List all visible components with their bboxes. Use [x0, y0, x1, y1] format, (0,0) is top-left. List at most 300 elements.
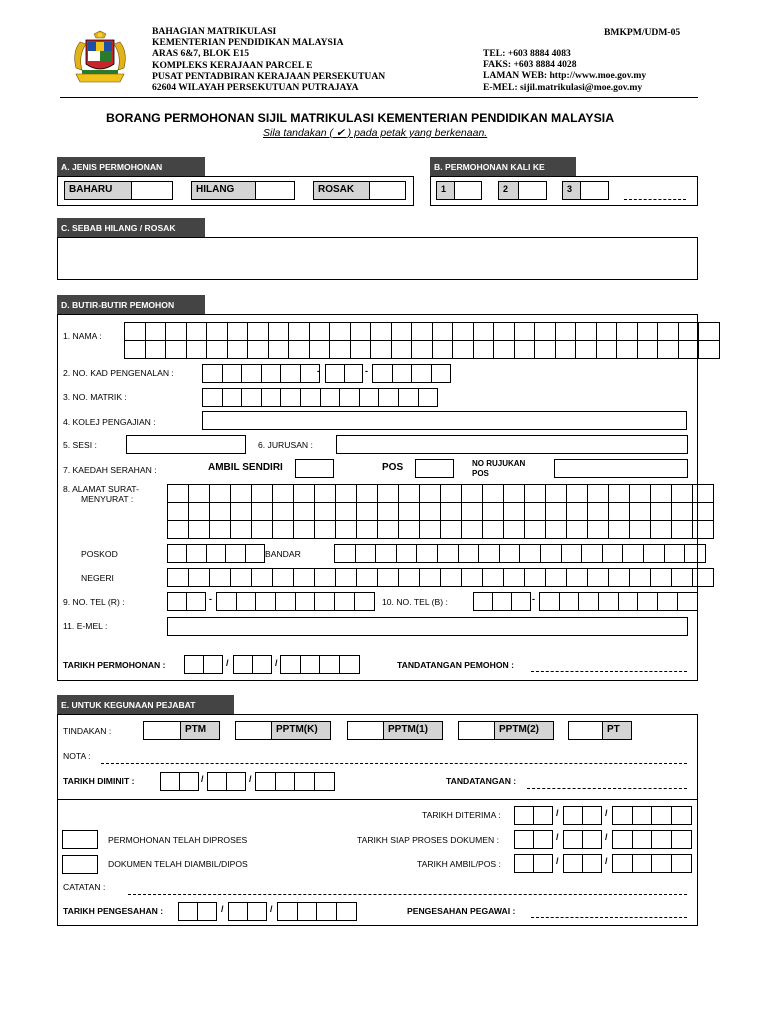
- char-box[interactable]: [295, 593, 315, 611]
- checkbox[interactable]: [370, 182, 405, 199]
- char-box[interactable]: [567, 485, 588, 503]
- char-box[interactable]: [525, 569, 546, 587]
- char-box[interactable]: [515, 855, 534, 873]
- char-box[interactable]: [630, 521, 651, 539]
- char-box[interactable]: [632, 807, 652, 825]
- char-box[interactable]: [699, 341, 720, 359]
- char-box[interactable]: [559, 593, 579, 611]
- char-box[interactable]: [582, 545, 603, 563]
- char-box[interactable]: [609, 485, 630, 503]
- char-box[interactable]: [555, 323, 576, 341]
- char-box[interactable]: [357, 485, 378, 503]
- char-box[interactable]: [276, 593, 296, 611]
- char-box[interactable]: [504, 485, 525, 503]
- char-box[interactable]: [672, 485, 693, 503]
- char-box[interactable]: [186, 323, 207, 341]
- kali-other-line[interactable]: [624, 199, 686, 200]
- pengesahan-pegawai-line[interactable]: [531, 917, 687, 918]
- char-box[interactable]: [576, 323, 597, 341]
- char-box[interactable]: [340, 389, 360, 407]
- kad-grid-2[interactable]: [325, 364, 363, 383]
- char-box[interactable]: [371, 341, 392, 359]
- char-box[interactable]: [672, 831, 692, 849]
- char-box[interactable]: [294, 569, 315, 587]
- char-box[interactable]: [618, 593, 638, 611]
- char-box[interactable]: [227, 341, 248, 359]
- char-box[interactable]: [546, 485, 567, 503]
- char-box[interactable]: [672, 503, 693, 521]
- char-box[interactable]: [309, 323, 330, 341]
- catatan-line[interactable]: [128, 894, 687, 895]
- char-box[interactable]: [609, 569, 630, 587]
- tel-r-grid-1[interactable]: [167, 592, 206, 611]
- char-box[interactable]: [357, 503, 378, 521]
- char-box[interactable]: [588, 503, 609, 521]
- kolej-input[interactable]: [202, 411, 687, 430]
- char-box[interactable]: [300, 656, 320, 674]
- char-box[interactable]: [231, 569, 252, 587]
- char-box[interactable]: [462, 503, 483, 521]
- char-box[interactable]: [609, 503, 630, 521]
- char-box[interactable]: [672, 807, 692, 825]
- char-box[interactable]: [504, 569, 525, 587]
- char-box[interactable]: [514, 323, 535, 341]
- char-box[interactable]: [693, 569, 714, 587]
- char-box[interactable]: [189, 521, 210, 539]
- char-box[interactable]: [637, 323, 658, 341]
- char-box[interactable]: [652, 831, 672, 849]
- tarikh-siap-month[interactable]: [563, 830, 602, 849]
- char-box[interactable]: [617, 323, 638, 341]
- char-box[interactable]: [297, 903, 317, 921]
- tarikh-diterima-day[interactable]: [514, 806, 553, 825]
- char-box[interactable]: [534, 855, 553, 873]
- char-box[interactable]: [242, 389, 262, 407]
- char-box[interactable]: [234, 656, 253, 674]
- char-box[interactable]: [652, 807, 672, 825]
- checkbox[interactable]: [236, 722, 272, 739]
- checkbox[interactable]: [455, 182, 481, 199]
- char-box[interactable]: [315, 773, 335, 791]
- char-box[interactable]: [125, 323, 146, 341]
- char-box[interactable]: [210, 503, 231, 521]
- char-box[interactable]: [294, 485, 315, 503]
- char-box[interactable]: [261, 365, 281, 383]
- char-box[interactable]: [315, 521, 336, 539]
- char-box[interactable]: [295, 773, 315, 791]
- char-box[interactable]: [252, 485, 273, 503]
- checkbox[interactable]: [256, 182, 294, 199]
- char-box[interactable]: [588, 485, 609, 503]
- char-box[interactable]: [336, 485, 357, 503]
- char-box[interactable]: [596, 341, 617, 359]
- char-box[interactable]: [222, 389, 242, 407]
- char-box[interactable]: [441, 503, 462, 521]
- char-box[interactable]: [494, 341, 515, 359]
- char-box[interactable]: [583, 855, 602, 873]
- char-box[interactable]: [294, 521, 315, 539]
- char-box[interactable]: [534, 807, 553, 825]
- tandatangan-line[interactable]: [527, 788, 687, 789]
- char-box[interactable]: [441, 485, 462, 503]
- char-box[interactable]: [330, 323, 351, 341]
- char-box[interactable]: [189, 503, 210, 521]
- char-box[interactable]: [268, 323, 289, 341]
- char-box[interactable]: [453, 323, 474, 341]
- char-box[interactable]: [473, 341, 494, 359]
- char-box[interactable]: [210, 485, 231, 503]
- char-box[interactable]: [168, 593, 187, 611]
- char-box[interactable]: [499, 545, 520, 563]
- poskod-grid[interactable]: [167, 544, 265, 563]
- char-box[interactable]: [651, 485, 672, 503]
- char-box[interactable]: [204, 656, 223, 674]
- char-box[interactable]: [378, 485, 399, 503]
- char-box[interactable]: [391, 341, 412, 359]
- telah-diproses-checkbox[interactable]: [62, 830, 98, 849]
- char-box[interactable]: [248, 341, 269, 359]
- char-box[interactable]: [344, 365, 363, 383]
- char-box[interactable]: [643, 545, 664, 563]
- tandatangan-pemohon-line[interactable]: [531, 671, 687, 672]
- char-box[interactable]: [227, 773, 246, 791]
- char-box[interactable]: [399, 503, 420, 521]
- tarikh-diminit-year[interactable]: [255, 772, 335, 791]
- char-box[interactable]: [261, 389, 281, 407]
- char-box[interactable]: [256, 773, 276, 791]
- char-box[interactable]: [441, 569, 462, 587]
- char-box[interactable]: [630, 503, 651, 521]
- negeri-grid[interactable]: [167, 568, 714, 587]
- char-box[interactable]: [326, 365, 345, 383]
- char-box[interactable]: [420, 569, 441, 587]
- char-box[interactable]: [658, 341, 679, 359]
- char-box[interactable]: [203, 365, 223, 383]
- char-box[interactable]: [273, 569, 294, 587]
- char-box[interactable]: [180, 773, 199, 791]
- tarikh-siap-year[interactable]: [612, 830, 692, 849]
- tarikh-permohonan-day[interactable]: [184, 655, 223, 674]
- char-box[interactable]: [315, 569, 336, 587]
- tel-r-grid-2[interactable]: [216, 592, 375, 611]
- char-box[interactable]: [231, 503, 252, 521]
- char-box[interactable]: [248, 323, 269, 341]
- char-box[interactable]: [479, 545, 500, 563]
- char-box[interactable]: [336, 521, 357, 539]
- char-box[interactable]: [256, 593, 276, 611]
- char-box[interactable]: [350, 341, 371, 359]
- char-box[interactable]: [186, 341, 207, 359]
- char-box[interactable]: [623, 545, 644, 563]
- char-box[interactable]: [651, 503, 672, 521]
- char-box[interactable]: [317, 903, 337, 921]
- tel-b-grid-2[interactable]: [539, 592, 698, 611]
- tarikh-diminit-day[interactable]: [160, 772, 199, 791]
- nota-line[interactable]: [101, 763, 687, 764]
- char-box[interactable]: [371, 323, 392, 341]
- char-box[interactable]: [399, 569, 420, 587]
- char-box[interactable]: [300, 389, 320, 407]
- char-box[interactable]: [564, 807, 583, 825]
- char-box[interactable]: [418, 389, 438, 407]
- char-box[interactable]: [651, 521, 672, 539]
- tarikh-ambil-month[interactable]: [563, 854, 602, 873]
- checkbox[interactable]: [348, 722, 384, 739]
- char-box[interactable]: [210, 521, 231, 539]
- char-box[interactable]: [252, 521, 273, 539]
- ambil-sendiri-checkbox[interactable]: [295, 459, 334, 478]
- char-box[interactable]: [315, 593, 335, 611]
- char-box[interactable]: [227, 323, 248, 341]
- char-box[interactable]: [207, 341, 228, 359]
- char-box[interactable]: [678, 341, 699, 359]
- char-box[interactable]: [335, 593, 355, 611]
- char-box[interactable]: [392, 365, 412, 383]
- char-box[interactable]: [226, 545, 245, 563]
- char-box[interactable]: [412, 341, 433, 359]
- char-box[interactable]: [248, 903, 267, 921]
- char-box[interactable]: [672, 569, 693, 587]
- char-box[interactable]: [412, 365, 432, 383]
- char-box[interactable]: [546, 521, 567, 539]
- option-hilang[interactable]: [191, 181, 295, 200]
- char-box[interactable]: [245, 545, 264, 563]
- tindakan-pptm-k[interactable]: [235, 721, 331, 740]
- char-box[interactable]: [437, 545, 458, 563]
- char-box[interactable]: [420, 521, 441, 539]
- checkbox[interactable]: [569, 722, 603, 739]
- char-box[interactable]: [203, 389, 223, 407]
- char-box[interactable]: [396, 545, 417, 563]
- tarikh-pengesahan-day[interactable]: [178, 902, 217, 921]
- char-box[interactable]: [664, 545, 685, 563]
- option-rosak[interactable]: [313, 181, 406, 200]
- rujukan-input[interactable]: [554, 459, 688, 478]
- matrik-grid[interactable]: [202, 388, 438, 407]
- tindakan-pptm-2[interactable]: [458, 721, 554, 740]
- char-box[interactable]: [576, 341, 597, 359]
- pos-checkbox[interactable]: [415, 459, 454, 478]
- char-box[interactable]: [168, 485, 189, 503]
- tindakan-ptm[interactable]: [143, 721, 220, 740]
- char-box[interactable]: [399, 521, 420, 539]
- char-box[interactable]: [189, 569, 210, 587]
- char-box[interactable]: [145, 341, 166, 359]
- char-box[interactable]: [236, 593, 256, 611]
- char-box[interactable]: [546, 503, 567, 521]
- char-box[interactable]: [535, 323, 556, 341]
- char-box[interactable]: [525, 503, 546, 521]
- char-box[interactable]: [677, 593, 697, 611]
- char-box[interactable]: [320, 656, 340, 674]
- char-box[interactable]: [546, 569, 567, 587]
- char-box[interactable]: [520, 545, 541, 563]
- char-box[interactable]: [253, 656, 272, 674]
- char-box[interactable]: [222, 365, 242, 383]
- kad-grid-1[interactable]: [202, 364, 320, 383]
- char-box[interactable]: [268, 341, 289, 359]
- char-box[interactable]: [678, 323, 699, 341]
- char-box[interactable]: [399, 485, 420, 503]
- char-box[interactable]: [185, 656, 204, 674]
- char-box[interactable]: [273, 485, 294, 503]
- char-box[interactable]: [273, 521, 294, 539]
- char-box[interactable]: [315, 503, 336, 521]
- char-box[interactable]: [596, 323, 617, 341]
- char-box[interactable]: [483, 521, 504, 539]
- char-box[interactable]: [512, 593, 531, 611]
- char-box[interactable]: [378, 569, 399, 587]
- char-box[interactable]: [525, 485, 546, 503]
- char-box[interactable]: [229, 903, 248, 921]
- char-box[interactable]: [320, 389, 340, 407]
- kad-grid-3[interactable]: [372, 364, 451, 383]
- checkbox[interactable]: [132, 182, 172, 199]
- char-box[interactable]: [206, 545, 225, 563]
- char-box[interactable]: [179, 903, 198, 921]
- char-box[interactable]: [483, 569, 504, 587]
- alamat-grid[interactable]: [167, 484, 714, 539]
- checkbox[interactable]: [144, 722, 181, 739]
- option-baharu[interactable]: [64, 181, 173, 200]
- char-box[interactable]: [355, 545, 376, 563]
- char-box[interactable]: [168, 503, 189, 521]
- char-box[interactable]: [564, 855, 583, 873]
- char-box[interactable]: [340, 656, 360, 674]
- char-box[interactable]: [231, 485, 252, 503]
- char-box[interactable]: [617, 341, 638, 359]
- char-box[interactable]: [672, 521, 693, 539]
- option-kali-2[interactable]: [498, 181, 547, 200]
- char-box[interactable]: [651, 569, 672, 587]
- bandar-grid[interactable]: [334, 544, 706, 563]
- char-box[interactable]: [567, 569, 588, 587]
- tarikh-diterima-month[interactable]: [563, 806, 602, 825]
- tarikh-diminit-month[interactable]: [207, 772, 246, 791]
- char-box[interactable]: [125, 341, 146, 359]
- char-box[interactable]: [281, 656, 301, 674]
- char-box[interactable]: [187, 593, 206, 611]
- char-box[interactable]: [540, 545, 561, 563]
- char-box[interactable]: [632, 855, 652, 873]
- char-box[interactable]: [613, 831, 633, 849]
- tindakan-pt[interactable]: [568, 721, 632, 740]
- char-box[interactable]: [462, 521, 483, 539]
- char-box[interactable]: [420, 485, 441, 503]
- char-box[interactable]: [432, 341, 453, 359]
- char-box[interactable]: [535, 341, 556, 359]
- checkbox[interactable]: [581, 182, 608, 199]
- char-box[interactable]: [555, 341, 576, 359]
- char-box[interactable]: [652, 855, 672, 873]
- tindakan-pptm-1[interactable]: [347, 721, 443, 740]
- char-box[interactable]: [432, 323, 453, 341]
- char-box[interactable]: [417, 545, 438, 563]
- telah-diambil-checkbox[interactable]: [62, 855, 98, 874]
- tel-b-grid-1[interactable]: [473, 592, 531, 611]
- char-box[interactable]: [208, 773, 227, 791]
- char-box[interactable]: [189, 485, 210, 503]
- char-box[interactable]: [252, 569, 273, 587]
- char-box[interactable]: [289, 341, 310, 359]
- char-box[interactable]: [161, 773, 180, 791]
- char-box[interactable]: [441, 521, 462, 539]
- char-box[interactable]: [337, 903, 357, 921]
- char-box[interactable]: [431, 365, 451, 383]
- char-box[interactable]: [357, 569, 378, 587]
- char-box[interactable]: [391, 323, 412, 341]
- option-kali-1[interactable]: [436, 181, 482, 200]
- char-box[interactable]: [693, 521, 714, 539]
- char-box[interactable]: [198, 903, 217, 921]
- char-box[interactable]: [583, 807, 602, 825]
- char-box[interactable]: [483, 503, 504, 521]
- char-box[interactable]: [187, 545, 206, 563]
- tarikh-siap-day[interactable]: [514, 830, 553, 849]
- char-box[interactable]: [354, 593, 374, 611]
- char-box[interactable]: [493, 593, 512, 611]
- char-box[interactable]: [278, 903, 298, 921]
- checkbox[interactable]: [459, 722, 495, 739]
- char-box[interactable]: [373, 365, 393, 383]
- char-box[interactable]: [357, 521, 378, 539]
- tarikh-ambil-year[interactable]: [612, 854, 692, 873]
- char-box[interactable]: [564, 831, 583, 849]
- char-box[interactable]: [217, 593, 237, 611]
- char-box[interactable]: [583, 831, 602, 849]
- sesi-input[interactable]: [126, 435, 246, 454]
- tarikh-permohonan-month[interactable]: [233, 655, 272, 674]
- char-box[interactable]: [515, 831, 534, 849]
- char-box[interactable]: [335, 545, 356, 563]
- char-box[interactable]: [588, 521, 609, 539]
- char-box[interactable]: [609, 521, 630, 539]
- sebab-textarea[interactable]: [57, 237, 698, 280]
- char-box[interactable]: [515, 807, 534, 825]
- char-box[interactable]: [613, 855, 633, 873]
- char-box[interactable]: [145, 323, 166, 341]
- char-box[interactable]: [613, 807, 633, 825]
- char-box[interactable]: [525, 521, 546, 539]
- tarikh-diterima-year[interactable]: [612, 806, 692, 825]
- char-box[interactable]: [273, 503, 294, 521]
- char-box[interactable]: [168, 545, 187, 563]
- jurusan-input[interactable]: [336, 435, 688, 454]
- char-box[interactable]: [514, 341, 535, 359]
- char-box[interactable]: [376, 545, 397, 563]
- char-box[interactable]: [540, 593, 560, 611]
- char-box[interactable]: [693, 503, 714, 521]
- char-box[interactable]: [658, 323, 679, 341]
- char-box[interactable]: [504, 521, 525, 539]
- char-box[interactable]: [207, 323, 228, 341]
- char-box[interactable]: [412, 323, 433, 341]
- char-box[interactable]: [637, 341, 658, 359]
- char-box[interactable]: [638, 593, 658, 611]
- char-box[interactable]: [453, 341, 474, 359]
- char-box[interactable]: [315, 485, 336, 503]
- char-box[interactable]: [336, 503, 357, 521]
- nama-grid[interactable]: [124, 322, 720, 359]
- char-box[interactable]: [632, 831, 652, 849]
- char-box[interactable]: [166, 323, 187, 341]
- tarikh-pengesahan-year[interactable]: [277, 902, 357, 921]
- char-box[interactable]: [210, 569, 231, 587]
- char-box[interactable]: [588, 569, 609, 587]
- checkbox[interactable]: [519, 182, 546, 199]
- char-box[interactable]: [168, 521, 189, 539]
- char-box[interactable]: [309, 341, 330, 359]
